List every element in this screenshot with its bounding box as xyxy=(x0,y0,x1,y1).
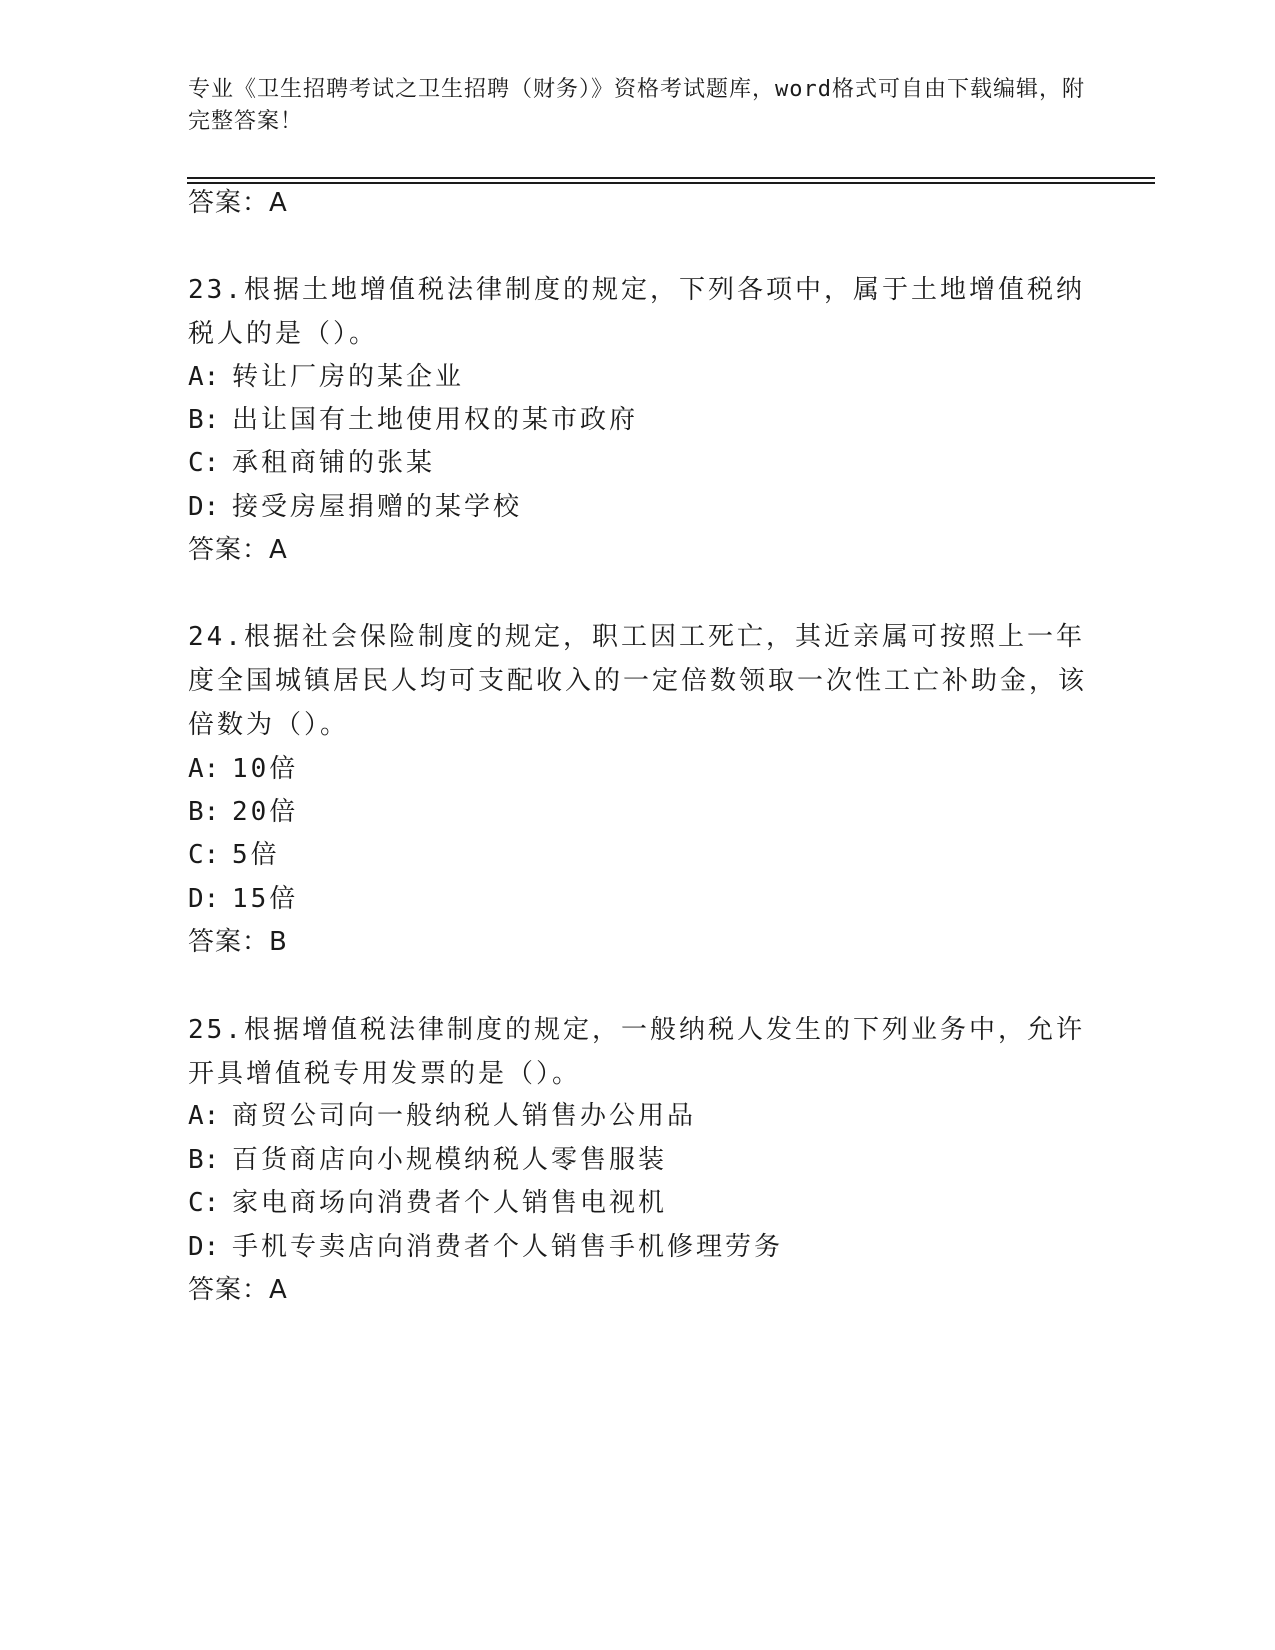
question-24-option-d xyxy=(188,882,1088,916)
option-text: 百货商店向小规模纳税人零售服装 xyxy=(232,1145,668,1175)
question-25-stem: 25.根据增值税法律制度的规定，一般纳税人发生的下列业务中，允许开具增值税专用发票的是（）。 xyxy=(188,1015,1085,1089)
question-23-option-c xyxy=(188,446,1088,480)
question-23-stem: 23.根据土地增值税法律制度的规定，下列各项中，属于土地增值税纳税人的是（）。 xyxy=(188,275,1085,349)
option-text: 家电商场向消费者个人销售电视机 xyxy=(232,1188,668,1218)
option-text: 手机专卖店向消费者个人销售手机修理劳务 xyxy=(232,1232,784,1262)
option-letter: B: xyxy=(188,405,220,435)
option-text: 承租商铺的张某 xyxy=(232,448,436,478)
option-letter: A: xyxy=(188,362,220,392)
question-25-option-a xyxy=(188,1099,1088,1133)
question-24-option-c xyxy=(188,838,1088,872)
option-letter: D: xyxy=(188,492,220,522)
answer-q23: 答案：A xyxy=(188,535,288,565)
option-letter: D: xyxy=(188,884,220,914)
question-25-option-b xyxy=(188,1143,1088,1177)
option-text: 商贸公司向一般纳税人销售办公用品 xyxy=(232,1101,697,1131)
answer-q25: 答案：A xyxy=(188,1275,288,1305)
option-text: 出让国有土地使用权的某市政府 xyxy=(232,405,639,435)
document-header: 专业《卫生招聘考试之卫生招聘（财务）》资格考试题库，word格式可自由下载编辑，附完整答案！ xyxy=(188,77,1085,134)
option-letter: A: xyxy=(188,754,220,784)
answer-q24: 答案：B xyxy=(188,927,288,957)
header-divider xyxy=(187,177,1155,179)
option-text: 接受房屋捐赠的某学校 xyxy=(232,492,523,522)
question-25-option-d xyxy=(188,1230,1088,1264)
option-text: 5倍 xyxy=(232,840,280,870)
option-text: 转让厂房的某企业 xyxy=(232,362,465,392)
question-23-option-b xyxy=(188,403,1088,437)
option-letter: B: xyxy=(188,797,220,827)
option-letter: A: xyxy=(188,1101,220,1131)
header-divider-double xyxy=(187,182,1155,184)
answer-q22: 答案：A xyxy=(188,188,288,218)
option-text: 20倍 xyxy=(232,797,299,827)
option-text: 10倍 xyxy=(232,754,299,784)
option-letter: B: xyxy=(188,1145,220,1175)
option-letter: D: xyxy=(188,1232,220,1262)
question-23-option-d xyxy=(188,490,1088,524)
option-letter: C: xyxy=(188,840,220,870)
question-24-option-a xyxy=(188,752,1088,786)
question-24-stem: 24.根据社会保险制度的规定，职工因工死亡，其近亲属可按照上一年度全国城镇居民人均可支配收入的一定倍数领取一次性工亡补助金，该倍数为（）。 xyxy=(188,622,1088,740)
question-24-option-b xyxy=(188,795,1088,829)
option-letter: C: xyxy=(188,448,220,478)
option-text: 15倍 xyxy=(232,884,299,914)
question-23-option-a xyxy=(188,360,1088,394)
option-letter: C: xyxy=(188,1188,220,1218)
question-25-option-c xyxy=(188,1186,1088,1220)
